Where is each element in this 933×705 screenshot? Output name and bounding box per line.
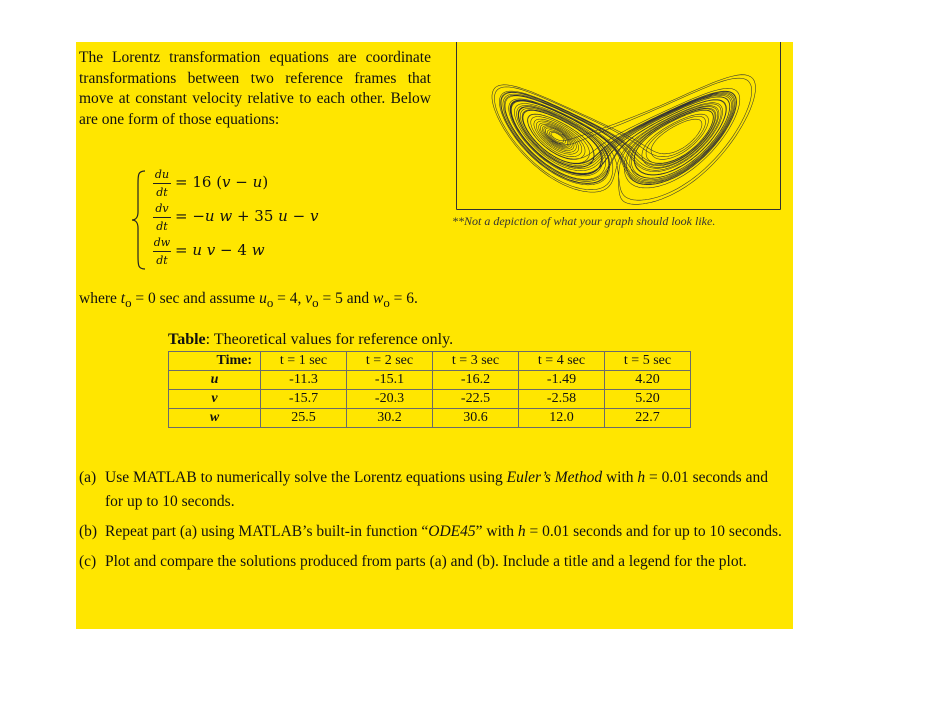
equation-system [131, 168, 391, 272]
equation-rhs: = 16 (v − u) [175, 173, 269, 191]
table-cell: 22.7 [605, 409, 691, 428]
part-text: Plot and compare the solutions produced from parts (a) and (b). Include a title and a legend for the plot. [105, 553, 747, 570]
question-part-c [79, 550, 784, 574]
fraction-numerator: du [154, 168, 170, 181]
table-row [169, 390, 691, 409]
table-cell: 30.6 [433, 409, 519, 428]
table-cell: 30.2 [347, 409, 433, 428]
fraction-denominator: dt [156, 186, 168, 199]
reference-values-table [168, 351, 691, 428]
row-label: v [169, 390, 261, 409]
table-cell: -16.2 [433, 371, 519, 390]
table-caption-bold: Table [168, 331, 206, 348]
fraction-denominator: dt [156, 220, 168, 233]
question-parts [79, 466, 784, 580]
column-header: t = 2 sec [347, 352, 433, 371]
part-label: (a) [79, 469, 97, 486]
column-header: t = 5 sec [605, 352, 691, 371]
table-cell: 25.5 [261, 409, 347, 428]
table-cell: -20.3 [347, 390, 433, 409]
part-text: Repeat part (a) using MATLAB’s built-in function “ODE45” with h = 0.01 seconds and for up to 10 seconds. [105, 523, 782, 540]
left-brace [131, 170, 149, 270]
equation-rhs: = −u w + 35 u − v [175, 207, 319, 225]
column-header: t = 3 sec [433, 352, 519, 371]
column-header: t = 1 sec [261, 352, 347, 371]
fraction-denominator: dt [156, 254, 168, 267]
initial-conditions: where $t_o = 0$ sec and assume $u_o = 4$, $v_o = 5$ and $w_o = 6$. [79, 290, 418, 311]
part-text: Use MATLAB to numerically solve the Lorentz equations using Euler’s Method with h = 0.01 seconds and for up to 10 seconds. [105, 469, 768, 510]
table-caption-text: : Theoretical values for reference only. [205, 331, 454, 348]
row-label: u [169, 371, 261, 390]
equation-rhs: = u v − 4 w [175, 241, 265, 259]
table-cell: 5.20 [605, 390, 691, 409]
question-part-a [79, 466, 784, 514]
table-header-row [169, 352, 691, 371]
table-cell: -2.58 [519, 390, 605, 409]
table-cell: -11.3 [261, 371, 347, 390]
row-label: w [169, 409, 261, 428]
time-header-cell: Time: [169, 352, 261, 371]
table-cell: 12.0 [519, 409, 605, 428]
table-cell: -15.7 [261, 390, 347, 409]
table-row [169, 371, 691, 390]
column-header: t = 4 sec [519, 352, 605, 371]
assignment-sheet [76, 42, 793, 629]
intro-paragraph: The Lorentz transformation equations are coordinate transformations between two reference frames that move at constant velocity relative to each other. Below are one form of those equations: [79, 49, 431, 128]
table-caption [168, 331, 453, 349]
fraction-numerator: dv [155, 202, 169, 215]
question-part-b [79, 520, 784, 544]
part-label: (b) [79, 523, 98, 540]
table-cell: -1.49 [519, 371, 605, 390]
table-cell: -22.5 [433, 390, 519, 409]
fraction-numerator: dw [153, 236, 171, 249]
lorenz-attractor-figure [456, 42, 781, 210]
table-cell: -15.1 [347, 371, 433, 390]
part-label: (c) [79, 553, 97, 570]
figure-caption: **Not a depiction of what your graph should look like. [452, 214, 716, 228]
table-cell: 4.20 [605, 371, 691, 390]
table-row [169, 409, 691, 428]
